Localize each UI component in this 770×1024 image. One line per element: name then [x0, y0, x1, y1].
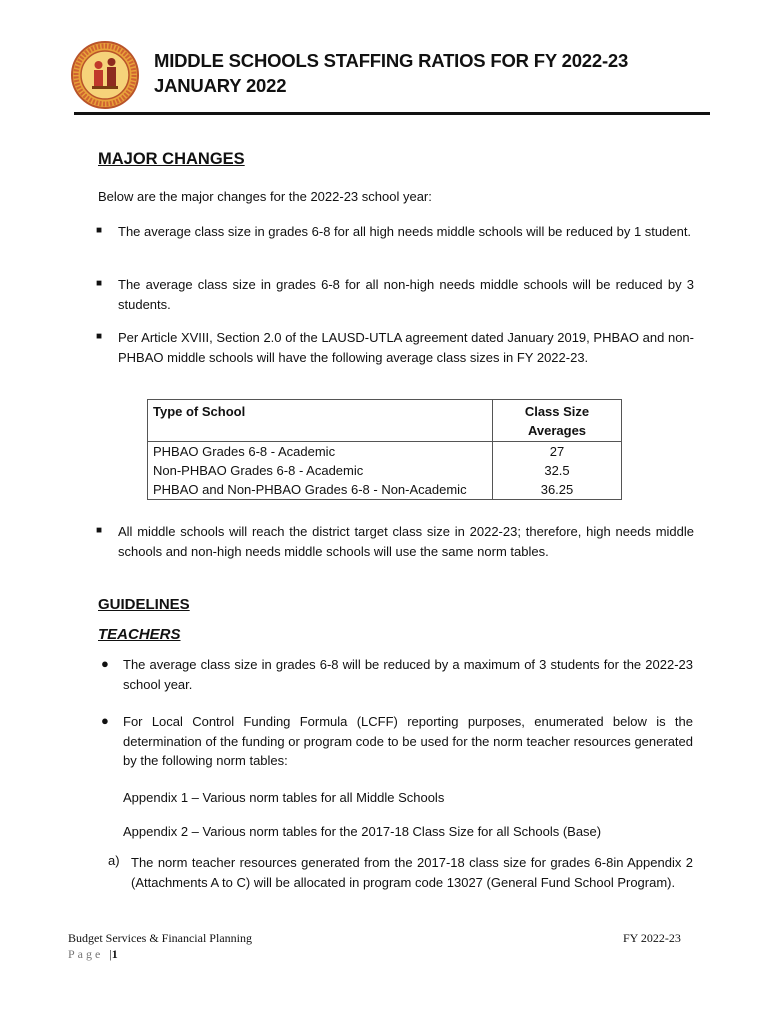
major-change-item-3: Per Article XVIII, Section 2.0 of the LAUSD-UTLA agreement dated January 2019, PHBAO and non-PHBAO middle schools will have the following average class sizes in FY 2022-23.: [118, 330, 694, 365]
table-row: [148, 461, 622, 480]
school-district-seal-logo: [70, 40, 140, 110]
table-cell-type: PHBAO and Non-PHBAO Grades 6-8 - Non-Academic: [148, 480, 493, 500]
round-bullet-icon: ●: [101, 713, 109, 728]
appendix-2: Appendix 2 – Various norm tables for the 2017-18 Class Size for all Schools (Base): [123, 824, 602, 839]
table-cell-avg: 27: [493, 442, 622, 462]
footer-fiscal-year: FY 2022-23: [623, 931, 681, 945]
alpha-list-label: a): [108, 853, 120, 868]
guideline-item-2: For Local Control Funding Formula (LCFF) reporting purposes, enumerated below is the determination of the funding or program code to be used for the norm teacher resources generated by the following norm tables:: [123, 714, 693, 768]
table-cell-type: PHBAO Grades 6-8 - Academic: [148, 442, 493, 462]
col-header-avg-line2: Averages: [527, 423, 587, 438]
document-title: [154, 48, 628, 98]
major-changes-heading: MAJOR CHANGES: [98, 150, 245, 168]
square-bullet-icon: ■: [96, 525, 103, 536]
square-bullet-icon: ■: [96, 225, 103, 236]
table-header-row: [148, 400, 622, 442]
appendix-1: Appendix 1 – Various norm tables for all Middle Schools: [123, 790, 445, 805]
square-bullet-icon: ■: [96, 331, 103, 342]
guidelines-heading: GUIDELINES: [98, 596, 190, 613]
major-change-item-1: The average class size in grades 6-8 for all high needs middle schools will be reduced by 1 student.: [118, 224, 692, 239]
alpha-list-item: The norm teacher resources generated from the 2017-18 class size for grades 6-8in Appendix 2 (Attachments A to C) will be allocated in program code 13027 (General Fund School Program).: [131, 855, 693, 890]
table-cell-type: Non-PHBAO Grades 6-8 - Academic: [148, 461, 493, 480]
col-header-type: Type of School: [148, 400, 493, 442]
page-number-label: [68, 947, 118, 962]
class-size-table: [147, 399, 622, 500]
major-changes-intro: Below are the major changes for the 2022-23 school year:: [98, 189, 432, 204]
teachers-subheading: TEACHERS: [98, 626, 181, 643]
table-row: [148, 480, 622, 500]
title-line-2: JANUARY 2022: [154, 75, 287, 96]
table-cell-avg: 32.5: [493, 461, 622, 480]
header-divider: [74, 112, 710, 115]
col-header-avg-line1: Class Size: [524, 404, 590, 419]
round-bullet-icon: ●: [101, 656, 109, 671]
footer-department: Budget Services & Financial Planning: [68, 931, 252, 945]
major-change-item-4: All middle schools will reach the district target class size in 2022-23; therefore, high needs middle schools and non-high needs middle schools will use the same norm tables.: [118, 524, 694, 559]
page-separator: |: [109, 947, 112, 961]
guideline-item-1: The average class size in grades 6-8 will be reduced by a maximum of 3 students for the 2022-23 school year.: [123, 657, 693, 692]
page-word: Page: [68, 947, 104, 961]
table-row: [148, 442, 622, 462]
page-number: 1: [111, 947, 118, 961]
table-cell-avg: 36.25: [493, 480, 622, 500]
col-header-avg: [493, 400, 622, 442]
square-bullet-icon: ■: [96, 278, 103, 289]
major-change-item-2: The average class size in grades 6-8 for all non-high needs middle schools will be reduced by 3 students.: [118, 277, 694, 312]
title-line-1: MIDDLE SCHOOLS STAFFING RATIOS FOR FY 2022-23: [154, 50, 629, 71]
